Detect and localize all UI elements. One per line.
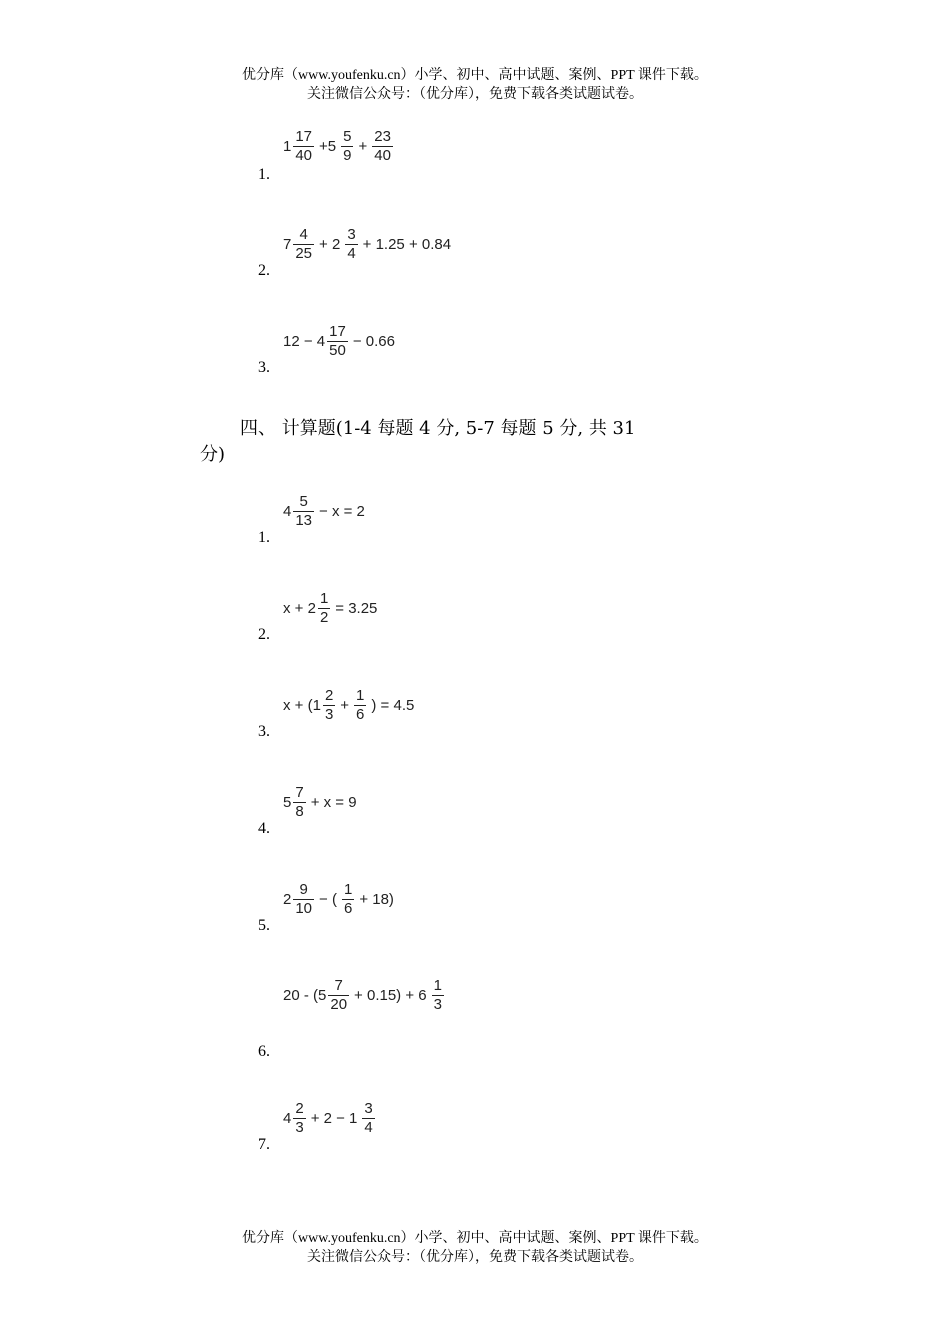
problem-number: 2. [258,626,270,643]
math-text: + [358,138,368,155]
denominator: 4 [347,245,356,262]
denominator: 50 [329,342,346,359]
section-heading [200,416,730,468]
math-text: + x = 9 [310,794,357,811]
numerator: 1 [433,977,442,994]
numerator: 4 [299,226,308,243]
math-expression [283,323,398,360]
math-text: ) = 4.5 [371,697,415,714]
section-title-continued: 分) [200,444,226,465]
math-text: +5 [319,138,337,155]
denominator: 13 [295,512,313,529]
fraction [293,226,314,263]
math-text: − x = 2 [319,503,365,520]
denominator: 4 [364,1119,373,1136]
math-expression [283,493,368,530]
fraction [318,590,330,627]
fraction [327,323,348,360]
problem-number: 1. [258,166,270,183]
math-expression [283,128,395,165]
math-text: 20 - (5 [283,987,327,1004]
math-expression [283,590,380,627]
numerator: 17 [329,323,346,340]
math-text: 7 [283,236,292,253]
math-expression [283,1100,377,1137]
fraction [345,226,357,263]
math-text: x + (1 [283,697,321,714]
math-expression [283,977,446,1014]
fraction [293,493,314,530]
math-text: x + 2 [283,600,316,617]
numerator: 2 [295,1100,304,1117]
math-expression [283,687,417,724]
math-expression [283,226,454,263]
fraction [342,881,354,918]
fraction [341,128,353,165]
denominator: 20 [330,996,348,1013]
denominator: 40 [374,147,391,164]
problem-number: 4. [258,820,270,837]
problem-number: 7. [258,1136,270,1153]
numerator: 23 [374,128,391,145]
page-footer [0,1229,950,1267]
problem-number: 3. [258,723,270,740]
math-expression [283,784,360,821]
fraction [372,128,393,165]
problem-number: 5. [258,917,270,934]
denominator: 3 [295,1119,304,1136]
denominator: 3 [324,706,334,723]
math-text: 5 [283,794,292,811]
denominator: 10 [295,900,313,917]
denominator: 6 [356,706,365,723]
problem-number: 6. [258,1043,270,1060]
footer-line-2: 关注微信公众号：（优分库），免费下载各类试题试卷。 [307,1250,643,1265]
numerator: 7 [334,977,343,994]
math-text: + 0.15) + 6 [354,987,427,1004]
numerator: 7 [295,784,304,801]
problem-number: 2. [258,262,270,279]
math-text: − 0.66 [352,333,395,350]
denominator: 2 [319,609,329,626]
numerator: 17 [295,128,313,145]
math-text: 4 [283,1110,292,1127]
math-expression [283,881,397,918]
fraction [293,1100,305,1137]
footer-line-1: 优分库（www.youfenku.cn）小学、初中、高中试题、案例、PPT 课件下载。 [242,1231,708,1246]
fraction [293,881,314,918]
denominator: 40 [295,147,313,164]
problem-number: 3. [258,359,270,376]
denominator: 25 [295,245,313,262]
fraction [293,784,305,821]
fraction [328,977,349,1014]
math-text: + 2 [319,236,341,253]
math-text: + 18) [359,891,394,908]
fraction [293,128,314,165]
numerator: 1 [356,687,365,704]
numerator: 9 [299,881,308,898]
numerator: 1 [343,881,353,898]
fraction [362,1100,374,1137]
denominator: 8 [295,803,304,820]
denominator: 6 [343,900,353,917]
header-line-1: 优分库（www.youfenku.cn）小学、初中、高中试题、案例、PPT 课件下载。 [242,68,708,83]
numerator: 3 [347,226,356,243]
math-text: 1 [283,138,292,155]
math-text: + 2 − 1 [310,1110,358,1127]
math-text: 4 [283,503,292,520]
page-header [0,66,950,104]
math-text: 12 − 4 [283,333,326,350]
numerator: 3 [364,1100,373,1117]
denominator: 3 [433,996,442,1013]
header-line-2: 关注微信公众号：（优分库），免费下载各类试题试卷。 [307,87,643,102]
fraction [432,977,444,1014]
section-title: 四、 计算题(1-4 每题 4 分, 5-7 每题 5 分, 共 31 [240,418,636,439]
math-text: + 1.25 + 0.84 [362,236,452,253]
numerator: 5 [299,493,308,510]
math-text: = 3.25 [335,600,378,617]
math-text: + [340,697,350,714]
math-text: 2 [283,891,292,908]
numerator: 5 [343,128,352,145]
fraction [323,687,335,724]
math-text: − ( [319,891,337,908]
problem-number: 1. [258,529,270,546]
fraction [354,687,366,724]
denominator: 9 [343,147,352,164]
numerator: 2 [324,687,334,704]
numerator: 1 [319,590,329,607]
